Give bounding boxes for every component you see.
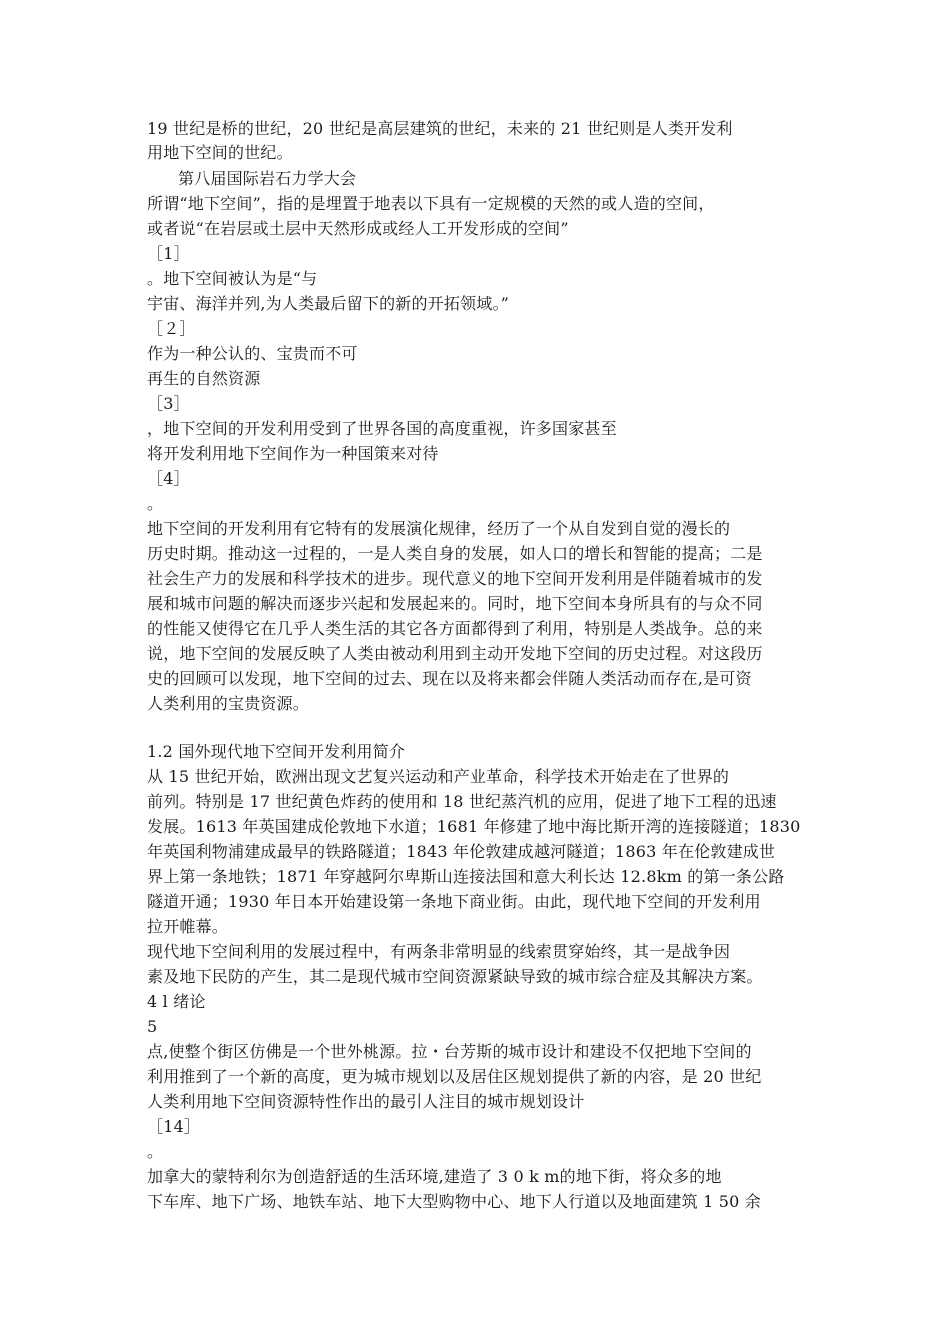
text-line: 或者说“在岩层或土层中天然形成或经人工开发形成的空间” xyxy=(147,219,569,238)
text-line: 人类利用地下空间资源特性作出的最引人注目的城市规划设计 xyxy=(147,1092,585,1111)
citation-ref: ［1］ xyxy=(147,244,190,263)
citation-ref: ［4］ xyxy=(147,469,190,488)
section-heading: 1.2 国外现代地下空间开发利用简介 xyxy=(147,742,406,761)
text-line: 再生的自然资源 xyxy=(147,369,261,388)
text-line: ，地下空间的开发利用受到了世界各国的高度重视，许多国家甚至 xyxy=(147,419,617,438)
text-line: 拉开帷幕。 xyxy=(147,917,229,936)
text-line: 社会生产力的发展和科学技术的进步。现代意义的地下空间开发利用是伴随着城市的发 xyxy=(147,569,763,588)
text-line: 人类利用的宝贵资源。 xyxy=(147,694,310,713)
text-line: 作为一种公认的、宝贵而不可 xyxy=(147,344,358,363)
text-line: 发展。1613 年英国建成伦敦地下水道；1681 年修建了地中海比斯开湾的连接隧道；1830 xyxy=(147,817,801,836)
text-line: 点,使整个街区仿佛是一个世外桃源。拉・台芳斯的城市设计和建设不仅把地下空间的 xyxy=(147,1042,752,1061)
text-line: 19 世纪是桥的世纪，20 世纪是高层建筑的世纪，未来的 21 世纪则是人类开发利 xyxy=(147,119,733,138)
text-line: 前列。特别是 17 世纪黄色炸药的使用和 18 世纪蒸汽机的应用，促进了地下工程的迅速 xyxy=(147,792,777,811)
conference-title: 第八届国际岩石力学大会 xyxy=(178,169,357,188)
text-line: 说，地下空间的发展反映了人类由被动利用到主动开发地下空间的历史过程。对这段历 xyxy=(147,644,763,663)
text-line: 界上第一条地铁；1871 年穿越阿尔卑斯山连接法国和意大利长达 12.8km 的第一条公路 xyxy=(147,867,785,886)
text-line: 所谓“地下空间”，指的是埋置于地表以下具有一定规模的天然的或人造的空间， xyxy=(147,194,715,213)
text-line: 宇宙、海洋并列,为人类最后留下的新的开拓领域。” xyxy=(147,294,510,313)
citation-ref: ［２］ xyxy=(147,319,196,338)
text-line: 史的回顾可以发现，地下空间的过去、现在以及将来都会伴随人类活动而存在,是可资 xyxy=(147,669,752,688)
text-line: 展和城市问题的解决而逐步兴起和发展起来的。同时，地下空间本身所具有的与众不同 xyxy=(147,594,763,613)
text-line: 隧道开通；1930 年日本开始建设第一条地下商业街。由此，现代地下空间的开发利用 xyxy=(147,892,761,911)
text-line: 利用推到了一个新的高度，更为城市规划以及居住区规划提供了新的内容，是 20 世纪 xyxy=(147,1067,762,1086)
text-line: 。 xyxy=(147,1142,164,1161)
page-number: 5 xyxy=(147,1017,158,1036)
text-line: 将开发利用地下空间作为一种国策来对待 xyxy=(147,444,439,463)
text-line: 素及地下民防的产生，其二是现代城市空间资源紧缺导致的城市综合症及其解决方案。 xyxy=(147,967,763,986)
text-line: 。 xyxy=(147,494,164,513)
text-line: 。地下空间被认为是“与 xyxy=(147,269,318,288)
citation-ref: ［14］ xyxy=(147,1117,201,1136)
citation-ref: ［3］ xyxy=(147,394,190,413)
text-line: 现代地下空间利用的发展过程中，有两条非常明显的线索贯穿始终，其一是战争因 xyxy=(147,942,731,961)
text-line: 加拿大的蒙特利尔为创造舒适的生活环境,建造了 3 0 k m的地下街，将众多的地 xyxy=(147,1167,722,1186)
text-line: 地下空间的开发利用有它特有的发展演化规律，经历了一个从自发到自觉的漫长的 xyxy=(147,519,731,538)
page-header: 4 l 绪论 xyxy=(147,992,206,1011)
text-line: 的性能又使得它在几乎人类生活的其它各方面都得到了利用，特别是人类战争。总的来 xyxy=(147,619,763,638)
text-line: 下车库、地下广场、地铁车站、地下大型购物中心、地下人行道以及地面建筑 1 50 余 xyxy=(147,1192,761,1211)
text-line: 用地下空间的世纪。 xyxy=(147,143,293,162)
text-line: 从 15 世纪开始，欧洲出现文艺复兴运动和产业革命，科学技术开始走在了世界的 xyxy=(147,767,730,786)
text-line: 年英国利物浦建成最早的铁路隧道；1843 年伦敦建成越河隧道；1863 年在伦敦建成世 xyxy=(147,842,776,861)
text-line: 历史时期。推动这一过程的，一是人类自身的发展，如人口的增长和智能的提高；二是 xyxy=(147,544,763,563)
